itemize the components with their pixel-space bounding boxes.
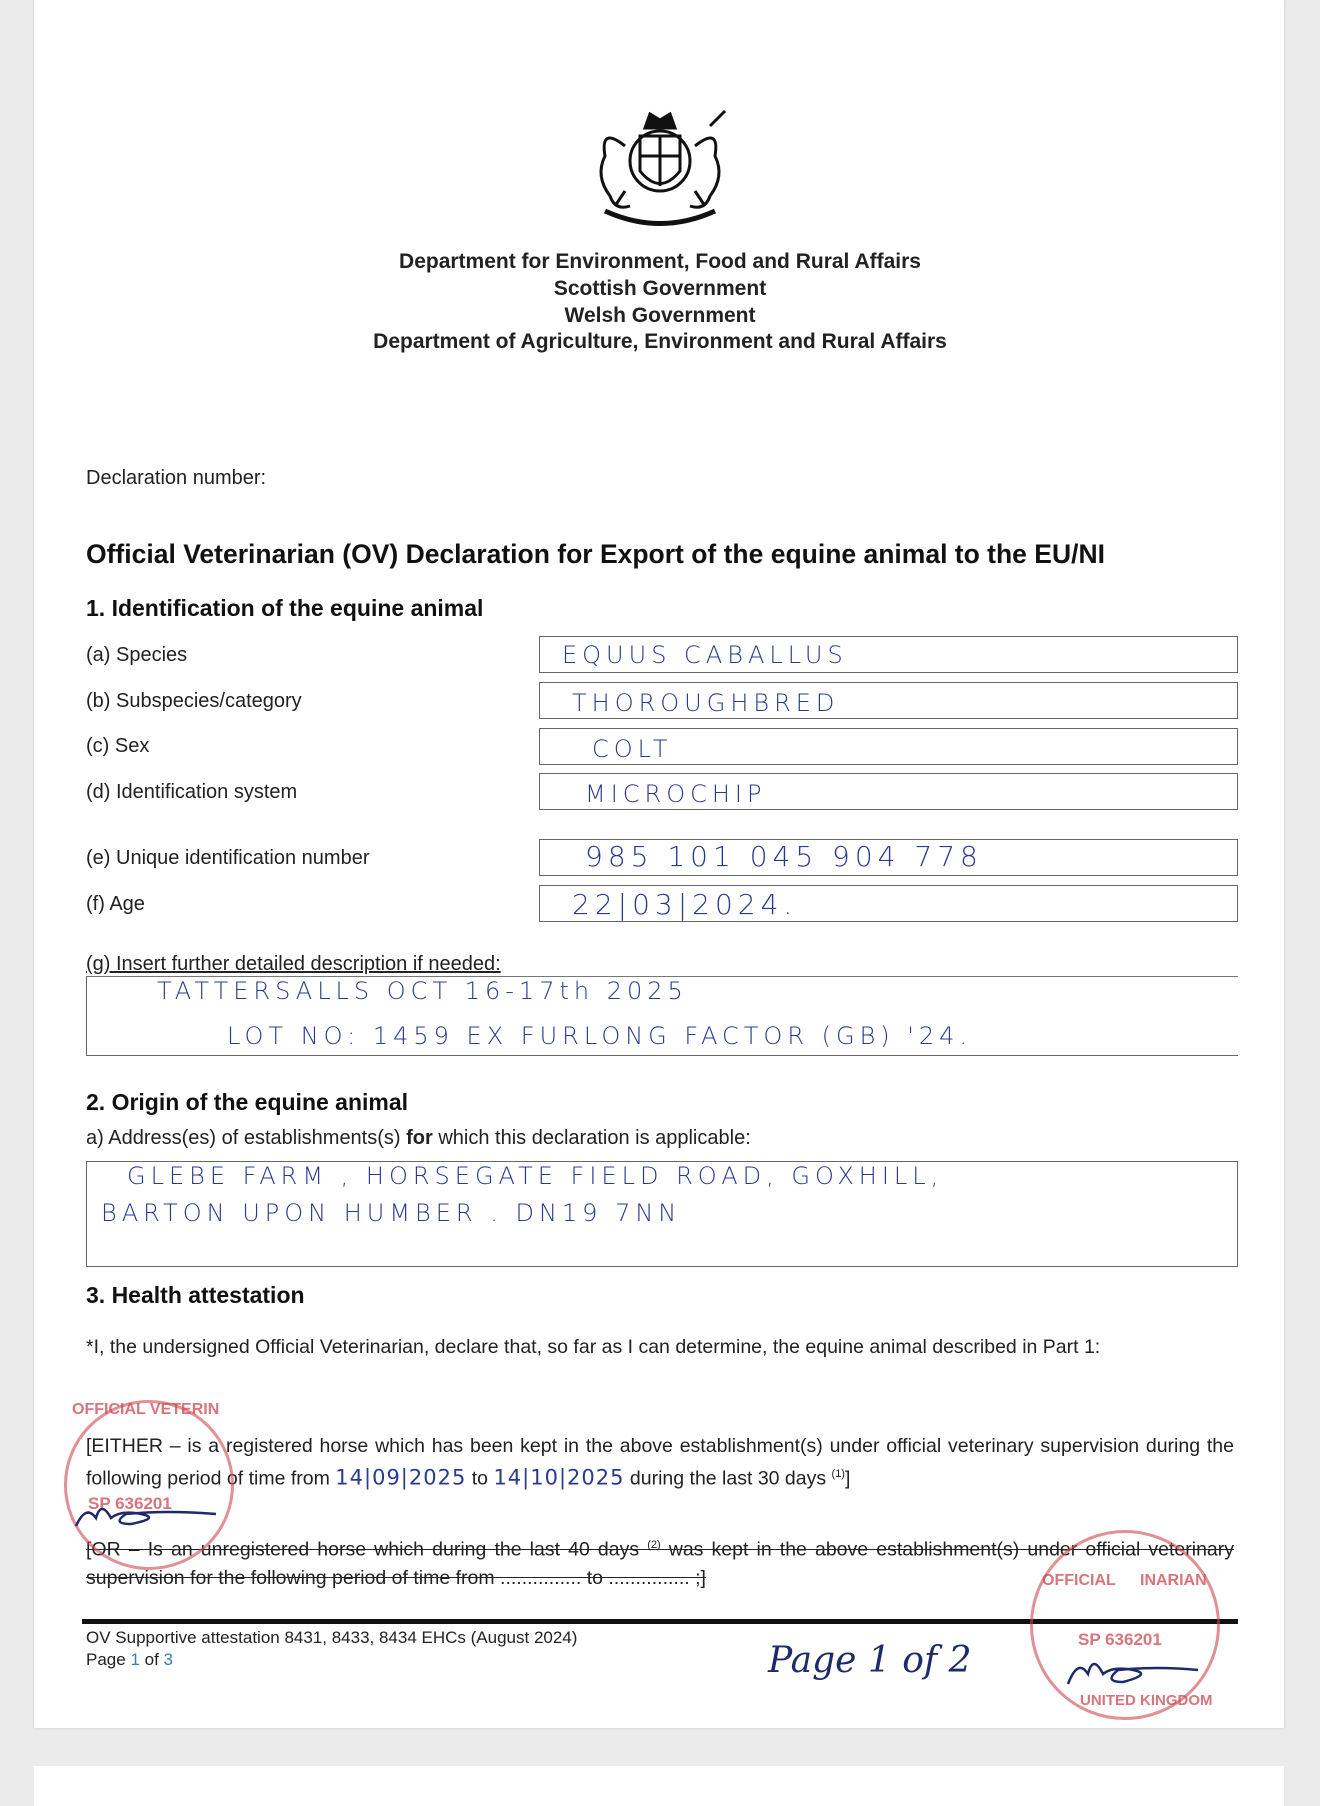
address-label-c: which this declaration is applicable:: [432, 1127, 751, 1149]
description-label: (g) Insert further detailed description if needed:: [86, 953, 501, 975]
either-end: ]: [844, 1467, 851, 1490]
header-line: Welsh Government: [564, 304, 756, 327]
stamp-title: OFFICIAL: [1042, 1572, 1116, 1589]
address-field: [86, 1161, 1238, 1267]
stamp-number: SP 636201: [88, 1494, 172, 1513]
address-label-b: for: [406, 1127, 433, 1149]
unique-id-label: (e) Unique identification number: [86, 847, 370, 869]
header-line: Scottish Government: [553, 277, 767, 300]
identification-system-label: (d) Identification system: [86, 781, 298, 803]
or-text: [OR – Is an unregistered horse which during the last 40 days: [86, 1538, 648, 1561]
age-value: 22|03|2024.: [572, 888, 798, 921]
either-text: during the last 30 days: [624, 1467, 832, 1490]
sex-field: [539, 728, 1238, 765]
address-label-a: a) Address(es) of establishments(s): [86, 1127, 407, 1149]
species-field: [539, 636, 1238, 673]
stamp-title: OFFICIAL VETERIN: [72, 1401, 220, 1418]
address-line: GLEBE FARM , HORSEGATE FIELD ROAD, GOXHILL,: [127, 1162, 944, 1190]
handwritten-page-note: Page 1 of 2: [768, 1640, 972, 1681]
page-total: 3: [163, 1650, 173, 1669]
page-word: Page: [86, 1650, 131, 1669]
either-clause: [86, 1432, 1234, 1493]
period-from-value: 14|09|2025: [335, 1465, 467, 1490]
stamp-title: INARIAN: [1140, 1572, 1207, 1589]
subspecies-label: (b) Subspecies/category: [86, 690, 302, 712]
section2-heading: 2. Origin of the equine animal: [86, 1089, 409, 1115]
sex-value: COLT: [592, 735, 673, 763]
footnote-ref: (1): [831, 1468, 845, 1480]
stamp-number: SP 636201: [1078, 1630, 1162, 1649]
species-label: (a) Species: [86, 644, 188, 666]
section1-heading: 1. Identification of the equine animal: [86, 595, 484, 621]
species-value: EQUUS CABALLUS: [562, 641, 848, 669]
footnote-ref: (2): [647, 1539, 661, 1551]
period-to-value: 14|10|2025: [493, 1465, 625, 1490]
declaration-number-label: Declaration number:: [86, 467, 267, 489]
header-line: Department of Agriculture, Environment and Rural Affairs: [373, 330, 947, 353]
stamp-country: UNITED KINGDOM: [1080, 1692, 1213, 1709]
royal-coat-of-arms-icon: [585, 106, 735, 236]
unique-id-value: 985 101 045 904 778: [585, 840, 983, 873]
official-veterinarian-stamp: [64, 1400, 234, 1570]
to-word: to: [466, 1467, 494, 1490]
attestation-intro: *I, the undersigned Official Veterinarian, declare that, so far as I can determine, the equine animal described in Part 1:: [86, 1336, 1101, 1358]
description-field: [86, 976, 1238, 1056]
subspecies-value: THOROUGHBRED: [572, 689, 840, 717]
address-line: BARTON UPON HUMBER . DN19 7NN: [101, 1199, 682, 1227]
signature-icon: [68, 1500, 228, 1530]
identification-system-field: [539, 773, 1238, 810]
signature-icon: [1060, 1652, 1210, 1688]
either-text: [EITHER – is a registered horse which has been kept in the above establishment(s) under official veterinary supervision during the following period of time from: [86, 1435, 1234, 1490]
description-line: TATTERSALLS OCT 16-17th 2025: [157, 977, 688, 1005]
document-title: Official Veterinarian (OV) Declaration for Export of the equine animal to the EU/NI: [86, 539, 1105, 569]
page-current: 1: [130, 1650, 140, 1669]
footer-form-reference: OV Supportive attestation 8431, 8433, 8434 EHCs (August 2024): [86, 1628, 578, 1647]
footer-page-number: [86, 1650, 173, 1670]
header-line: Department for Environment, Food and Rural Affairs: [399, 250, 921, 273]
section3-heading: 3. Health attestation: [86, 1282, 305, 1308]
sex-label: (c) Sex: [86, 735, 150, 757]
of-word: of: [139, 1650, 164, 1669]
age-field: [539, 885, 1238, 922]
identification-system-value: MICROCHIP: [585, 780, 767, 808]
description-line: LOT NO: 1459 EX FURLONG FACTOR (GB) '24.: [227, 1022, 973, 1050]
unique-id-field: [539, 839, 1238, 876]
next-page-edge: [34, 1766, 1284, 1806]
or-text: was kept in the above establishment(s) under official veterinary supervision for the following period of time from ............... to ............... ;]: [86, 1538, 1235, 1589]
address-label: [86, 1127, 751, 1150]
subspecies-field: [539, 682, 1238, 719]
age-label: (f) Age: [86, 893, 145, 915]
